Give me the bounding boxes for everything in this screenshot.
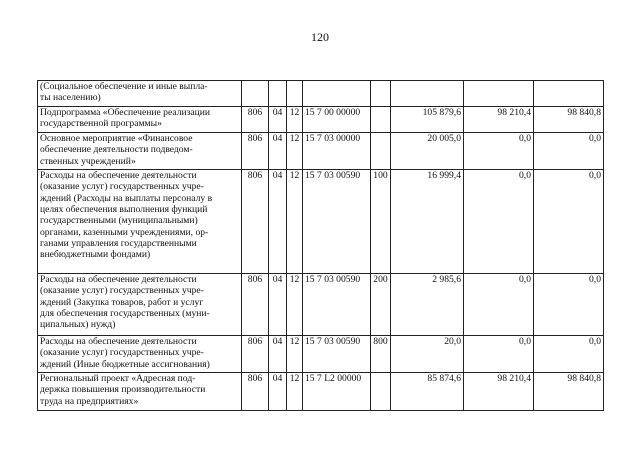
amount-year-1: 20 005,0: [391, 133, 464, 170]
section-code: [269, 81, 287, 107]
subsection-code: 12: [287, 373, 303, 411]
target-code: 15 7 03 00590: [303, 336, 371, 373]
expense-type-code: 200: [371, 274, 391, 336]
row-name: Региональный проект «Адресная под- держка повышения производительности труда на предприятиях»: [38, 373, 242, 411]
amount-year-2: [464, 81, 534, 107]
row-name: Расходы на обеспечение деятельности (оказание услуг) государственных учре- ждений (Закупка товаров, работ и услуг для обеспечения государственных (муни- ципальных) нужд): [38, 274, 242, 336]
amount-year-3: 0,0: [534, 274, 604, 336]
table-row: [38, 373, 604, 411]
page-number: 120: [311, 30, 329, 44]
amount-year-2: 0,0: [464, 170, 534, 274]
expense-type-code: 800: [371, 336, 391, 373]
amount-year-2: 98 210,4: [464, 373, 534, 411]
target-code: 15 7 03 00590: [303, 170, 371, 274]
expense-type-code: [371, 107, 391, 133]
subsection-code: 12: [287, 274, 303, 336]
amount-year-3: 98 840,8: [534, 107, 604, 133]
amount-year-1: 85 874,6: [391, 373, 464, 411]
row-name: Подпрограмма «Обеспечение реализации государственной программы»: [38, 107, 242, 133]
target-code: 15 7 03 00000: [303, 133, 371, 170]
table-row: [38, 274, 604, 336]
section-code: 04: [269, 107, 287, 133]
budget-table: [37, 80, 604, 411]
table-row: [38, 107, 604, 133]
table-row: [38, 336, 604, 373]
target-code: 15 7 03 00590: [303, 274, 371, 336]
subsection-code: 12: [287, 133, 303, 170]
expense-type-code: 100: [371, 170, 391, 274]
target-code: [303, 81, 371, 107]
ministry-code: [242, 81, 269, 107]
target-code: 15 7 00 00000: [303, 107, 371, 133]
row-name: Основное мероприятие «Финансовое обеспечение деятельности подведом- ственных учреждений»: [38, 133, 242, 170]
amount-year-3: 0,0: [534, 336, 604, 373]
ministry-code: 806: [242, 107, 269, 133]
amount-year-1: 2 985,6: [391, 274, 464, 336]
subsection-code: 12: [287, 170, 303, 274]
row-name: Расходы на обеспечение деятельности (оказание услуг) государственных учре- ждений (Расходы на выплаты персоналу в целях обеспечения выполнения функций государственными (муниципальными) органами, казенными учреждениями, ор- ганами управления государственными внебюджетными фондами): [38, 170, 242, 274]
expense-type-code: [371, 373, 391, 411]
row-name: Расходы на обеспечение деятельности (оказание услуг) государственных учре- ждений (Иные бюджетные ассигнования): [38, 336, 242, 373]
subsection-code: 12: [287, 107, 303, 133]
amount-year-3: 0,0: [534, 170, 604, 274]
table-row: [38, 81, 604, 107]
ministry-code: 806: [242, 170, 269, 274]
target-code: 15 7 L2 00000: [303, 373, 371, 411]
amount-year-3: 0,0: [534, 133, 604, 170]
table-row: [38, 170, 604, 274]
section-code: 04: [269, 336, 287, 373]
amount-year-3: [534, 81, 604, 107]
row-name: (Социальное обеспечение и иные выпла- ты населению): [38, 81, 242, 107]
amount-year-2: 0,0: [464, 133, 534, 170]
section-code: 04: [269, 170, 287, 274]
section-code: 04: [269, 373, 287, 411]
amount-year-2: 98 210,4: [464, 107, 534, 133]
subsection-code: [287, 81, 303, 107]
amount-year-3: 98 840,8: [534, 373, 604, 411]
ministry-code: 806: [242, 373, 269, 411]
subsection-code: 12: [287, 336, 303, 373]
amount-year-1: 105 879,6: [391, 107, 464, 133]
amount-year-1: 16 999,4: [391, 170, 464, 274]
amount-year-2: 0,0: [464, 336, 534, 373]
section-code: 04: [269, 133, 287, 170]
amount-year-1: [391, 81, 464, 107]
ministry-code: 806: [242, 133, 269, 170]
ministry-code: 806: [242, 274, 269, 336]
table-row: [38, 133, 604, 170]
amount-year-2: 0,0: [464, 274, 534, 336]
section-code: 04: [269, 274, 287, 336]
expense-type-code: [371, 133, 391, 170]
ministry-code: 806: [242, 336, 269, 373]
expense-type-code: [371, 81, 391, 107]
amount-year-1: 20,0: [391, 336, 464, 373]
